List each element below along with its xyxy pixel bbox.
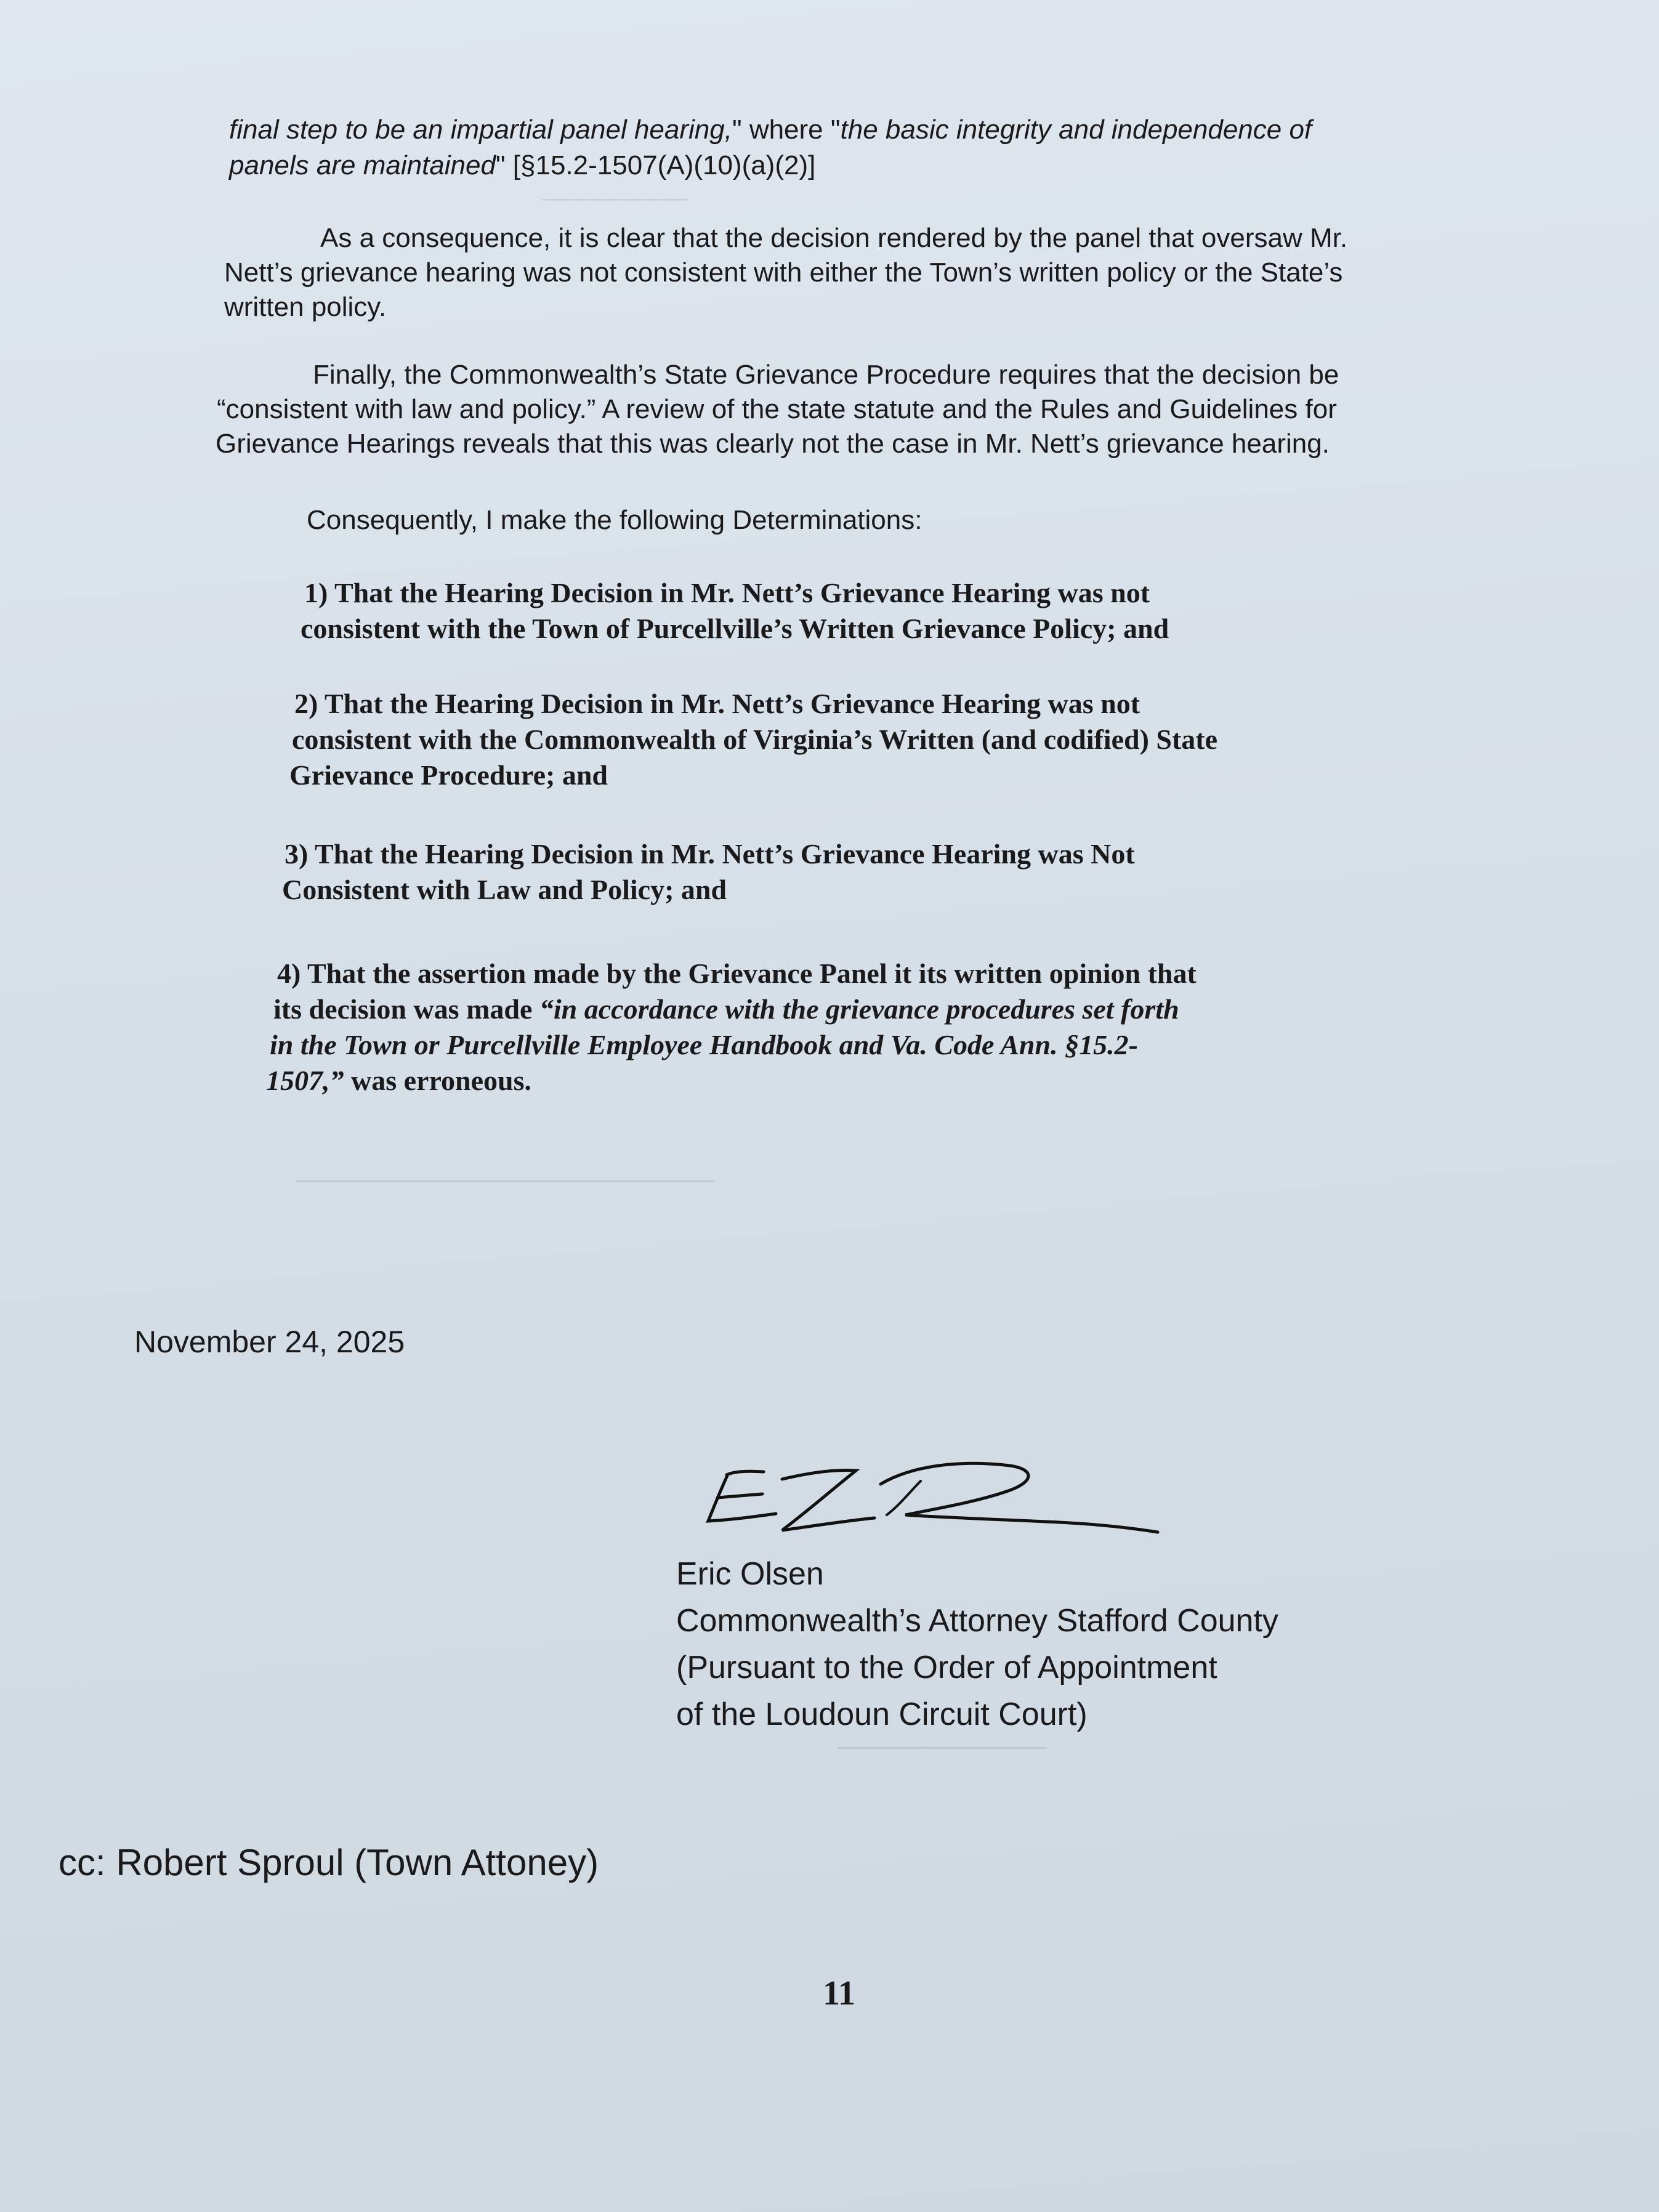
paragraph-3-line-3: Grievance Hearings reveals that this was clearly not the case in Mr. Nett’s grievance hearing. [216,429,1330,459]
determination-4-line-3: in the Town or Purcellville Employee Handbook and Va. Code Ann. §15.2- [270,1029,1138,1060]
determination-4-text: its decision was made [273,993,539,1025]
bleed-through-decoration: ──────── [542,185,689,214]
determination-1-line-1: 1) That the Hearing Decision in Mr. Nett’s Grievance Hearing was not [304,577,1150,608]
determinations-intro: Consequently, I make the following Determinations: [307,505,922,535]
signatory-appointment-line-1: (Pursuant to the Order of Appointment [676,1650,1217,1685]
cc-line: cc: Robert Sproul (Town Attoney) [59,1842,599,1883]
determination-4-line-1: 4) That the assertion made by the Grievance Panel it its written opinion that [277,958,1197,989]
determination-3-line-2: Consistent with Law and Policy; and [282,874,727,905]
document-date: November 24, 2025 [134,1325,405,1359]
bleed-through-decoration: ──────────────────── [296,1165,715,1197]
quote-italic: the basic integrity and independence of [840,115,1312,145]
determination-4-quote-end: 1507,” [266,1065,344,1096]
determination-3-line-1: 3) That the Hearing Decision in Mr. Nett’s Grievance Hearing was Not [285,838,1135,870]
paragraph-1-line-1 [229,112,1312,148]
bleed-through-decoration: ────────── [838,1731,1047,1764]
handwritten-signature [690,1447,1182,1564]
paragraph-2-line-2: Nett’s grievance hearing was not consistent with either the Town’s written policy or the State’s [224,257,1343,288]
signatory-title: Commonwealth’s Attorney Stafford County [676,1603,1278,1639]
signatory-name: Eric Olsen [676,1556,824,1592]
determination-4-line-2 [273,991,1179,1027]
paragraph-2-line-1: As a consequence, it is clear that the decision rendered by the panel that oversaw Mr. [320,223,1348,253]
determination-4-conclusion: was erroneous. [344,1065,532,1096]
quote-italic: panels are maintained [229,150,496,180]
paragraph-3-line-2: “consistent with law and policy.” A review of the state statute and the Rules and Guidelines for [217,394,1337,424]
citation: " [§15.2-1507(A)(10)(a)(2)] [495,150,816,180]
paragraph-1-line-2 [229,148,815,184]
determination-2-line-3: Grievance Procedure; and [289,759,608,791]
determination-4-line-4 [266,1063,531,1099]
determination-4-quote: “in accordance with the grievance procedures set forth [539,993,1179,1025]
page-number: 11 [823,1974,855,2012]
quote-italic: final step to be an impartial panel hearing, [229,115,732,145]
connector-text: " where " [732,115,841,145]
determination-2-line-2: consistent with the Commonwealth of Virginia’s Written (and codified) State [292,724,1218,755]
paragraph-3-line-1: Finally, the Commonwealth’s State Grievance Procedure requires that the decision be [313,360,1339,390]
signatory-appointment-line-2: of the Loudoun Circuit Court) [676,1697,1088,1732]
paragraph-2-line-3: written policy. [224,292,387,322]
determination-2-line-1: 2) That the Hearing Decision in Mr. Nett’s Grievance Hearing was not [294,688,1140,719]
signature-block [676,1551,1278,1738]
determination-1-line-2: consistent with the Town of Purcellville’s Written Grievance Policy; and [301,613,1169,644]
